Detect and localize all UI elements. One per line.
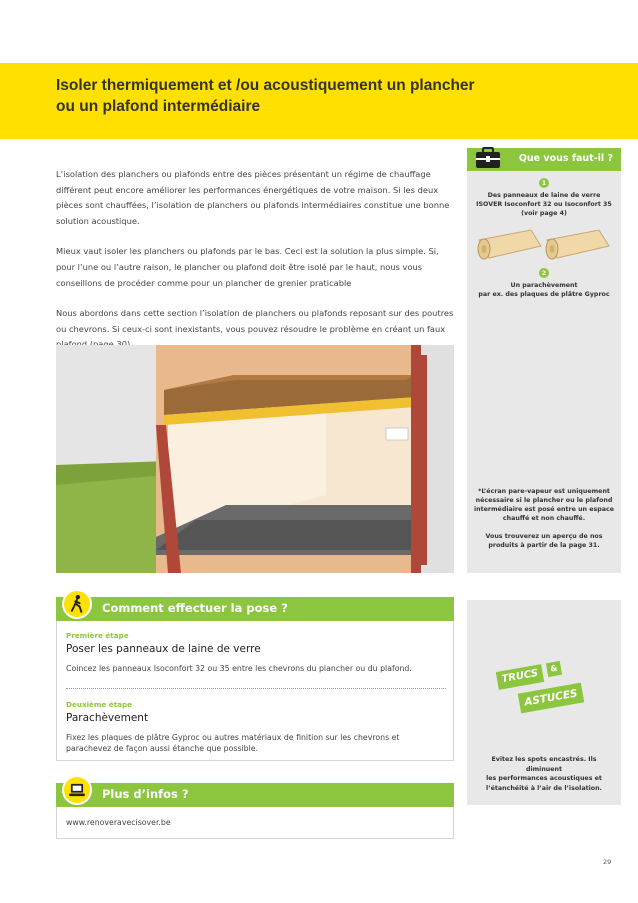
house-cutaway-drawing xyxy=(56,345,454,573)
tip-line-3: l’étanchéité à l’air de l’isolation. xyxy=(486,784,602,792)
laptop-icon xyxy=(62,775,92,805)
vapour-note-line-2: nécessaire si le plancher ou le plafond xyxy=(475,497,613,504)
step-1-description: Coincez les panneaux Isoconfort 32 ou 35 entre les chevrons du plancher ou du plafond. xyxy=(66,664,412,673)
tips-panel xyxy=(467,600,621,805)
tip-line-1: Evitez les spots encastrés. Ils diminuent xyxy=(491,756,597,773)
step-1-title: Poser les panneaux de laine de verre xyxy=(66,643,261,655)
sidebar-header xyxy=(467,148,621,171)
title-banner xyxy=(0,63,638,139)
page-title xyxy=(56,75,526,117)
step-number-2: 2 xyxy=(539,268,549,278)
material-1-line-2: ISOVER Isoconfort 32 ou Isoconfort 35 xyxy=(476,201,612,208)
step-2-label: Deuxième étape xyxy=(66,700,132,709)
intro-paragraph-3: Nous abordons dans cette section l’isolation de planchers ou plafonds reposant sur des poutres ou chevrons. Si ceux-ci sont inexistants, vous pouvez résoudre le problème en créant un faux xyxy=(56,308,454,334)
products-note-line-2: produits à partir de la page 31. xyxy=(488,542,600,549)
intro-paragraph-2: Mieux vaut isoler les planchers ou plafonds par le bas. Ceci est la solution la plus simple. Si, pour l’une ou l’autre raison, le plancher ou plafond doit être isolé par le haut, nous vous conseillons de procéder comme pour un plancher de grenier praticable xyxy=(56,246,439,288)
tips-tag-astuces: ASTUCES xyxy=(518,683,585,714)
step-1-label: Première étape xyxy=(66,631,129,640)
page-number: 29 xyxy=(603,858,612,866)
more-info-title: Plus d’infos ? xyxy=(102,787,189,801)
material-1-line-3: (voir page 4) xyxy=(521,210,567,217)
title-line-2: ou un plafond intermédiaire xyxy=(56,98,261,115)
step-divider xyxy=(66,688,446,689)
installation-title: Comment effectuer la pose ? xyxy=(102,601,288,615)
vapour-note-line-4: chauffé et non chauffé. xyxy=(502,515,586,522)
title-line-1: Isoler thermiquement et /ou acoustiquement un plancher xyxy=(56,77,475,94)
installation-steps xyxy=(56,621,454,761)
floor-insulation-illustration xyxy=(56,345,454,573)
vapour-note-line-3: intermédiaire est posé entre un espace xyxy=(473,506,615,513)
installation-section-header xyxy=(56,597,454,621)
tip-text xyxy=(473,755,615,793)
vapour-note-line-1: *L’écran pare-vapeur est uniquement xyxy=(478,488,610,495)
more-info-section-header xyxy=(56,783,454,807)
glass-wool-rolls-image xyxy=(475,222,615,268)
material-1-line-1: Des panneaux de laine de verre xyxy=(487,192,601,199)
materials-sidebar xyxy=(467,148,621,573)
website-link[interactable]: www.renoveravecisover.be xyxy=(66,818,171,827)
step-number-1: 1 xyxy=(539,178,549,188)
more-info-body xyxy=(56,807,454,839)
intro-text xyxy=(56,167,456,368)
tips-tag-trucs: TRUCS xyxy=(496,664,544,690)
tip-line-2: les performances acoustiques et xyxy=(486,775,602,782)
toolbox-icon xyxy=(475,146,501,169)
intro-paragraph-1: L’isolation des planchers ou plafonds entre des pièces présentant un régime de chauffage différent peut encore améliorer les performances énergétiques de votre maison. Si les deux pièces sont chauffées, l’isolation de planchers ou plafonds intermédiaires constitue une bonne solution acoustique. xyxy=(56,169,450,226)
products-note-line-1: Vous trouverez un aperçu de nos xyxy=(485,533,603,540)
material-2-line-1: Un parachèvement xyxy=(510,282,578,289)
step-2-title: Parachèvement xyxy=(66,712,149,724)
sidebar-title: Que vous faut-il ? xyxy=(518,153,613,164)
walking-worker-icon xyxy=(62,589,92,619)
step-2-description: Fixez les plaques de plâtre Gyproc ou autres matériaux de finition sur les chevrons et parachevez de façon aussi étanche que possible. xyxy=(66,733,400,753)
material-2-line-2: par ex. des plaques de plâtre Gyproc xyxy=(478,291,610,298)
tips-ampersand: & xyxy=(546,661,562,677)
